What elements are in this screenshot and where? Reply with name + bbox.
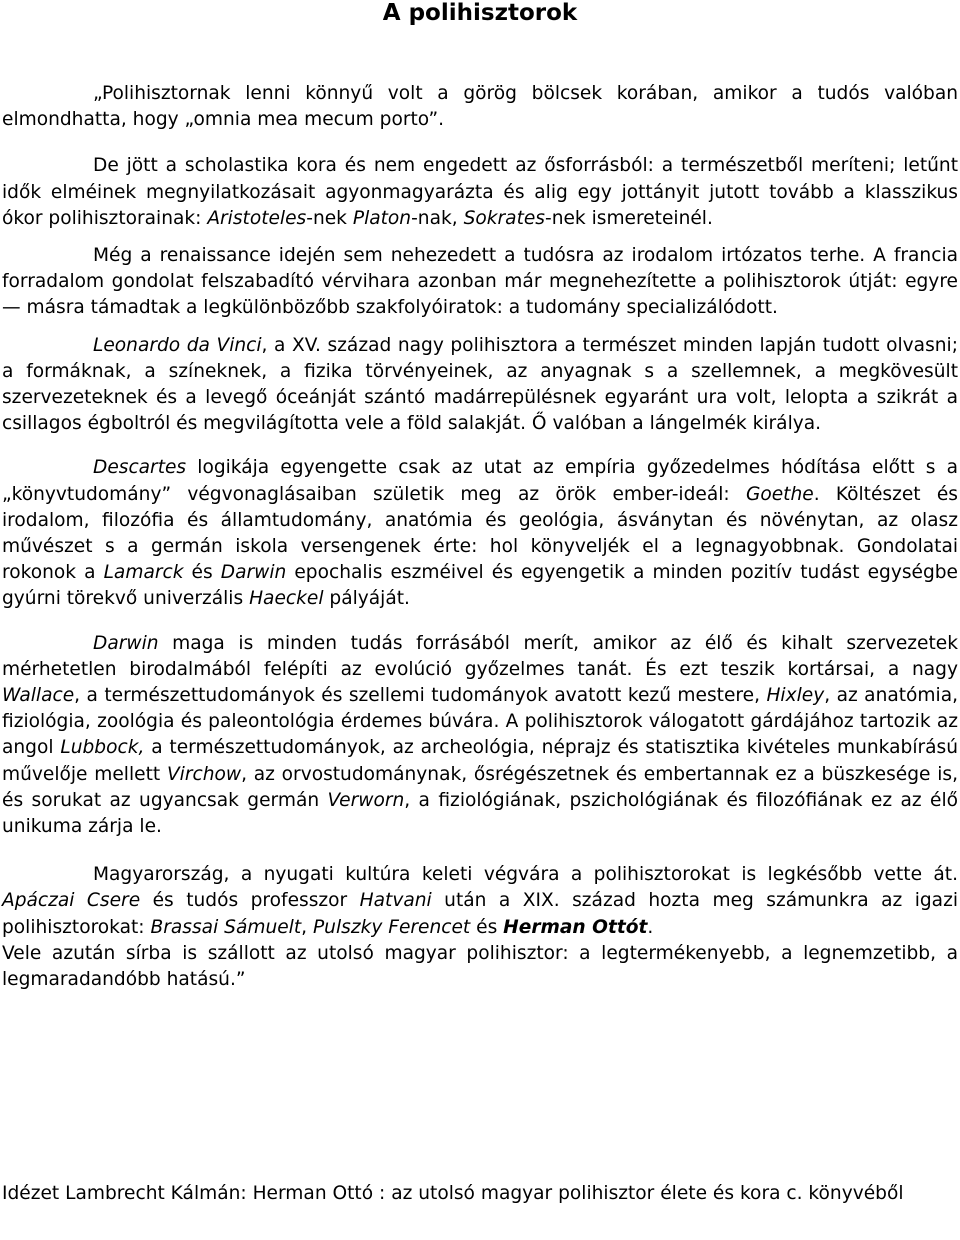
text-run: „Polihisztornak lenni könnyű volt a görög bölcsek korában, amikor a tudós valóban elmondhatta, hogy „omnia mea mecum porto”.: [2, 83, 958, 131]
emphasized-name: Hatvani: [359, 890, 432, 912]
text-run: , az anatómia, fiziológia, zoológia és paleontológia érdemes búvára. A polihisztorok válogatott gárdájához tartozik az angol: [2, 685, 958, 759]
emphasized-name: Haeckel: [249, 588, 324, 610]
text-run: , a természettudományok és szellemi tudományok avatott kezű mestere,: [74, 685, 767, 707]
source-citation: Idézet Lambrecht Kálmán: Herman Ottó : az utolsó magyar polihisztor élete és kora c. könyvéből: [2, 1183, 904, 1204]
text-run: -nek: [306, 207, 353, 229]
text-run: Magyarország, a nyugati kultúra keleti végvára a polihisztorokat is legkésőbb vette át.: [93, 864, 958, 886]
emphasized-name: Verworn: [327, 789, 405, 811]
text-run: Még a renaissance idején sem nehezedett a tudósra az irodalom irtózatos terhe. A francia forradalom gondolat felszabadító vérvihara azonban már megnehezítette a polihisztorok útját: egyre — másra támadtak a legkülönbözőbb szakfolyóiratok: a tudomány specializálódott.: [2, 245, 958, 319]
text-run: .: [647, 916, 654, 938]
text-run: , a fiziológiának, pszichológiának és filozófiának ez az élő unikuma zárja le.: [2, 789, 958, 838]
text-run: , az orvostudománynak, ősrégészetnek és embertannak ez a büszkesége is, és sorukat az ugyancsak germán: [2, 763, 958, 811]
paragraph: [2, 333, 958, 438]
text-run: és: [470, 916, 504, 938]
paragraph: [2, 631, 958, 841]
emphasized-name: Hixley: [766, 685, 825, 707]
emphasized-name: Descartes: [93, 457, 187, 479]
paragraph: [2, 941, 958, 993]
paragraph: [2, 455, 958, 612]
emphasized-name: Wallace: [2, 685, 75, 707]
text-run: . Költészet és irodalom, filozófia és államtudomány, anatómia és geológia, ásványtan és növénytan, az olasz művészet s a germán iskola versengenek érte: hol könyveljék el a legnagyobbnak. Gondolatai rokonok a: [2, 483, 958, 584]
text-run: logikája egyengette csak az utat az empíria győzedelmes hódítása előtt s a „könyvtudomány” végvonaglásaiban születik meg az örök ember-ideál:: [2, 457, 958, 505]
text-run: a természettudományok, az archeológia, néprajz és statisztika kivételes munkabírású művelője mellett: [2, 737, 958, 785]
text-run: ,: [301, 916, 313, 938]
emphasized-name: Lubbock,: [60, 737, 145, 759]
text-run: -nak,: [411, 207, 464, 229]
emphasized-name: Aristoteles: [207, 207, 307, 229]
text-run: maga is minden tudás forrásából merít, amikor az élő és kihalt szervezetek mérhetetlen birodalmából felépíti az evolúció győzelmes tanát. És ezt teszik kortársai, a nagy: [2, 632, 958, 680]
paragraph: [2, 862, 958, 941]
emphasized-name: Pulszky Ferencet: [312, 916, 471, 938]
paragraph: [2, 243, 958, 322]
emphasized-name: Apáczai Csere: [2, 890, 141, 912]
emphasized-name: Platon: [352, 207, 412, 229]
emphasized-name: Lamarck: [103, 562, 184, 584]
paragraph: [2, 81, 958, 133]
paragraph: [2, 153, 958, 232]
text-run: epochalis eszméivel és egyengetik a minden pozitív tudást egységbe gyúrni törekvő univerzális: [2, 562, 958, 610]
text-run: és: [183, 562, 221, 584]
emphasized-name: Leonardo da Vinci: [93, 334, 262, 356]
emphasized-name: Sokrates: [463, 207, 545, 229]
text-run: De jött a scholastika kora és nem engedett az ősforrásból: a természetből meríteni; letűnt idők elméinek megnyilatkozásait agyonmagyarázta és alig egy jottányit jutott tovább a klasszikus ókor polihisztorainak:: [2, 155, 958, 229]
emphasized-name: Goethe: [745, 483, 814, 505]
text-run: , a XV. század nagy polihisztora a természet minden lapján tudott olvasni; a formáknak, a színeknek, a fizika törvényeinek, az anyagnak s a szellemnek, a megkövesült szervezeteknek és a levegő óceánját szántó madárrepülésnek egyaránt ura volt, lelopta a szikrát a csillagos égboltról és megvilágította vele a föld salakját. Ő valóban a lángelmék királya.: [2, 334, 958, 435]
emphasized-name: Virchow: [166, 763, 242, 785]
text-run: és tudós professzor: [140, 890, 360, 912]
emphasized-name: Darwin: [93, 632, 159, 654]
page-title: A polihisztorok: [382, 0, 578, 26]
strong-emphasized-name: Herman Ottót: [503, 916, 648, 938]
emphasized-name: Darwin: [220, 562, 287, 584]
text-run: után a XIX. század hozta meg számunkra az igazi polihisztorokat:: [2, 890, 959, 938]
text-run: Vele azután sírba is szállott az utolsó magyar polihisztor: a legtermékenyebb, a legnemzetibb, a legmaradandóbb hatású.”: [2, 942, 958, 991]
text-run: -nek ismereteinél.: [544, 207, 713, 229]
emphasized-name: Brassai Sámuelt: [150, 916, 302, 938]
text-run: pályáját.: [323, 588, 410, 610]
